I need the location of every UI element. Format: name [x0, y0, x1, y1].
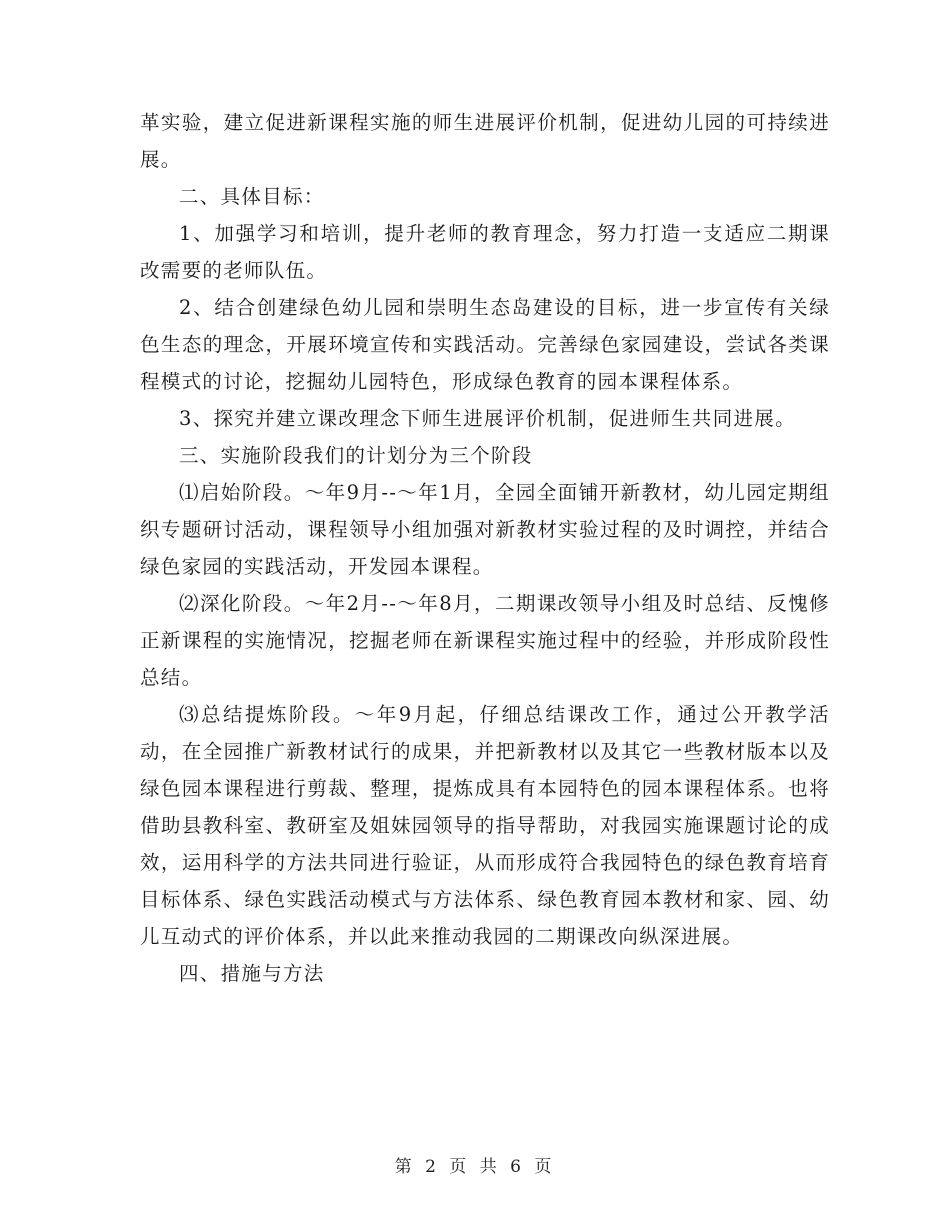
page-footer: 第 2 页 共 6 页 — [394, 1157, 556, 1177]
paragraph-continuation: 革实验，建立促进新课程实施的师生进展评价机制，促进幼儿园的可持续进展。 — [140, 111, 830, 171]
goal-item-1: 1、加强学习和培训，提升老师的教育理念，努力打造一支适应二期课改需要的老师队伍。 — [140, 222, 830, 282]
goal-item-3: 3、探究并建立课改理念下师生进展评价机制，促进师生共同进展。 — [179, 407, 796, 430]
section-heading-specific-goals: 二、具体目标： — [179, 185, 325, 208]
section-heading-implementation-stages: 三、实施阶段我们的计划分为三个阶段 — [179, 444, 533, 467]
goal-item-2: 2、结合创建绿色幼儿园和崇明生态岛建设的目标，进一步宣传有关绿色生态的理念，开展环境宣传和实践活动。完善绿色家园建设，尝试各类课程模式的讨论，挖掘幼儿园特色，形成绿色教育的园本课程体系。 — [140, 296, 830, 393]
stage-item-1: ⑴启始阶段。～年9月--～年1月，全园全面铺开新教材，幼儿园定期组织专题研讨活动，课程领导小组加强对新教材实验过程的及时调控，并结合绿色家园的实践活动，开发园本课程。 — [140, 481, 830, 578]
document-body — [140, 104, 830, 992]
section-heading-measures: 四、措施与方法 — [179, 962, 325, 985]
stage-item-2: ⑵深化阶段。～年2月--～年8月，二期课改领导小组及时总结、反愧修正新课程的实施情况，挖掘老师在新课程实施过程中的经验，并形成阶段性总结。 — [140, 592, 830, 689]
stage-item-3: ⑶总结提炼阶段。～年9月起，仔细总结课改工作，通过公开教学活动，在全园推广新教材试行的成果，并把新教材以及其它一些教材版本以及绿色园本课程进行剪裁、整理，提炼成具有本园特色的园本课程体系。也将借助县教科室、教研室及姐妹园领导的指导帮助，对我园实施课题讨论的成效，运用科学的方法共同进行验证，从而形成符合我园特色的绿色教育培育目标体系、绿色实践活动模式与方法体系、绿色教育园本教材和家、园、幼儿互动式的评价体系，并以此来推动我园的二期课改向纵深进展。 — [140, 703, 830, 948]
